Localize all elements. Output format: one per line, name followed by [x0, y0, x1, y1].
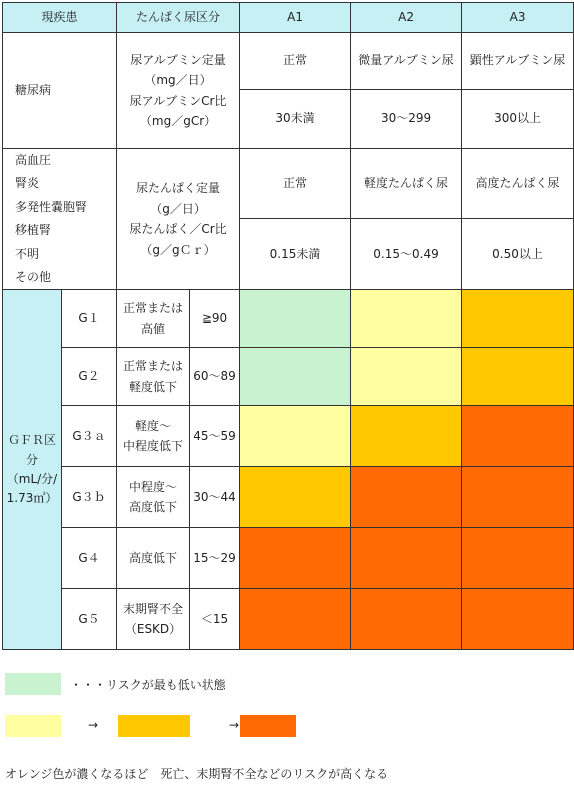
- header-a3: A3: [462, 3, 574, 33]
- diabetes-measure: 尿アルブミン定量 （mg／日） 尿アルブミンCr比 （mg／gCr）: [117, 33, 240, 149]
- other-a1-value: 0.15未満: [240, 219, 351, 290]
- header-disease: 現疾患: [3, 3, 117, 33]
- risk-cell-a2: [351, 528, 462, 589]
- legend-arrow-1: →: [88, 718, 99, 732]
- gfr-range: ≧90: [190, 290, 240, 348]
- gfr-range: 30～44: [190, 467, 240, 528]
- legend-arrow-2: →: [229, 718, 240, 732]
- other-measure: 尿たんぱく定量 （g／日） 尿たんぱく／Cr比 （g／gＣｒ）: [117, 149, 240, 290]
- risk-cell-a1: [240, 406, 351, 467]
- gfr-row: [3, 467, 574, 528]
- legend-orange-swatch: [118, 715, 190, 737]
- gfr-row: [3, 290, 574, 348]
- risk-cell-a1: [240, 589, 351, 650]
- legend-lowest-risk-text: ・・・リスクが最も低い状態: [70, 678, 226, 692]
- risk-cell-a2: [351, 406, 462, 467]
- legend-footnote: オレンジ色が濃くなるほど 死亡、末期腎不全などのリスクが高くなる: [5, 767, 389, 781]
- risk-cell-a3: [462, 589, 574, 650]
- diabetes-disease: 糖尿病: [3, 33, 117, 149]
- ckd-risk-table: [2, 2, 574, 650]
- risk-cell-a1: [240, 528, 351, 589]
- risk-cell-a2: [351, 589, 462, 650]
- risk-cell-a1: [240, 348, 351, 406]
- other-a1-label: 正常: [240, 149, 351, 219]
- gfr-row: [3, 589, 574, 650]
- other-a2-label: 軽度たんぱく尿: [351, 149, 462, 219]
- risk-cell-a3: [462, 290, 574, 348]
- other-a3-label: 高度たんぱく尿: [462, 149, 574, 219]
- legend-green-swatch: [5, 673, 61, 695]
- risk-cell-a2: [351, 348, 462, 406]
- gfr-row: [3, 406, 574, 467]
- gfr-row: [3, 348, 574, 406]
- diabetes-a3-value: 300以上: [462, 90, 574, 149]
- diabetes-a2-value: 30～299: [351, 90, 462, 149]
- gfr-grade: G２: [62, 348, 117, 406]
- gfr-grade: G４: [62, 528, 117, 589]
- risk-cell-a1: [240, 467, 351, 528]
- header-a1: A1: [240, 3, 351, 33]
- gfr-description: 高度低下: [117, 528, 190, 589]
- gfr-range: 15～29: [190, 528, 240, 589]
- gfr-grade: G３ａ: [62, 406, 117, 467]
- risk-cell-a3: [462, 467, 574, 528]
- gfr-category-label: ＧＦＲ区 分 （mL/分/ 1.73㎡）: [3, 290, 62, 650]
- risk-cell-a3: [462, 528, 574, 589]
- legend-red-swatch: [240, 715, 296, 737]
- other-a3-value: 0.50以上: [462, 219, 574, 290]
- diabetes-a3-label: 顕性アルブミン尿: [462, 33, 574, 90]
- gfr-description: 中程度～ 高度低下: [117, 467, 190, 528]
- diabetes-a1-label: 正常: [240, 33, 351, 90]
- gfr-grade: G５: [62, 589, 117, 650]
- gfr-range: ＜15: [190, 589, 240, 650]
- other-diseases: 高血圧 腎炎 多発性嚢胞腎 移植腎 不明 その他: [3, 149, 117, 290]
- risk-cell-a3: [462, 348, 574, 406]
- risk-cell-a1: [240, 290, 351, 348]
- gfr-grade: G３ｂ: [62, 467, 117, 528]
- risk-cell-a2: [351, 467, 462, 528]
- diabetes-a2-label: 微量アルブミン尿: [351, 33, 462, 90]
- gfr-range: 45～59: [190, 406, 240, 467]
- gfr-description: 正常または 軽度低下: [117, 348, 190, 406]
- gfr-description: 末期腎不全 （ESKD）: [117, 589, 190, 650]
- gfr-grade: G１: [62, 290, 117, 348]
- header-a2: A2: [351, 3, 462, 33]
- gfr-row: [3, 528, 574, 589]
- gfr-description: 軽度～ 中程度低下: [117, 406, 190, 467]
- gfr-description: 正常または 高値: [117, 290, 190, 348]
- diabetes-a1-value: 30未満: [240, 90, 351, 149]
- gfr-range: 60～89: [190, 348, 240, 406]
- risk-cell-a3: [462, 406, 574, 467]
- legend-yellow-swatch: [5, 715, 61, 737]
- risk-cell-a2: [351, 290, 462, 348]
- other-a2-value: 0.15～0.49: [351, 219, 462, 290]
- header-proteinuria-category: たんぱく尿区分: [117, 3, 240, 33]
